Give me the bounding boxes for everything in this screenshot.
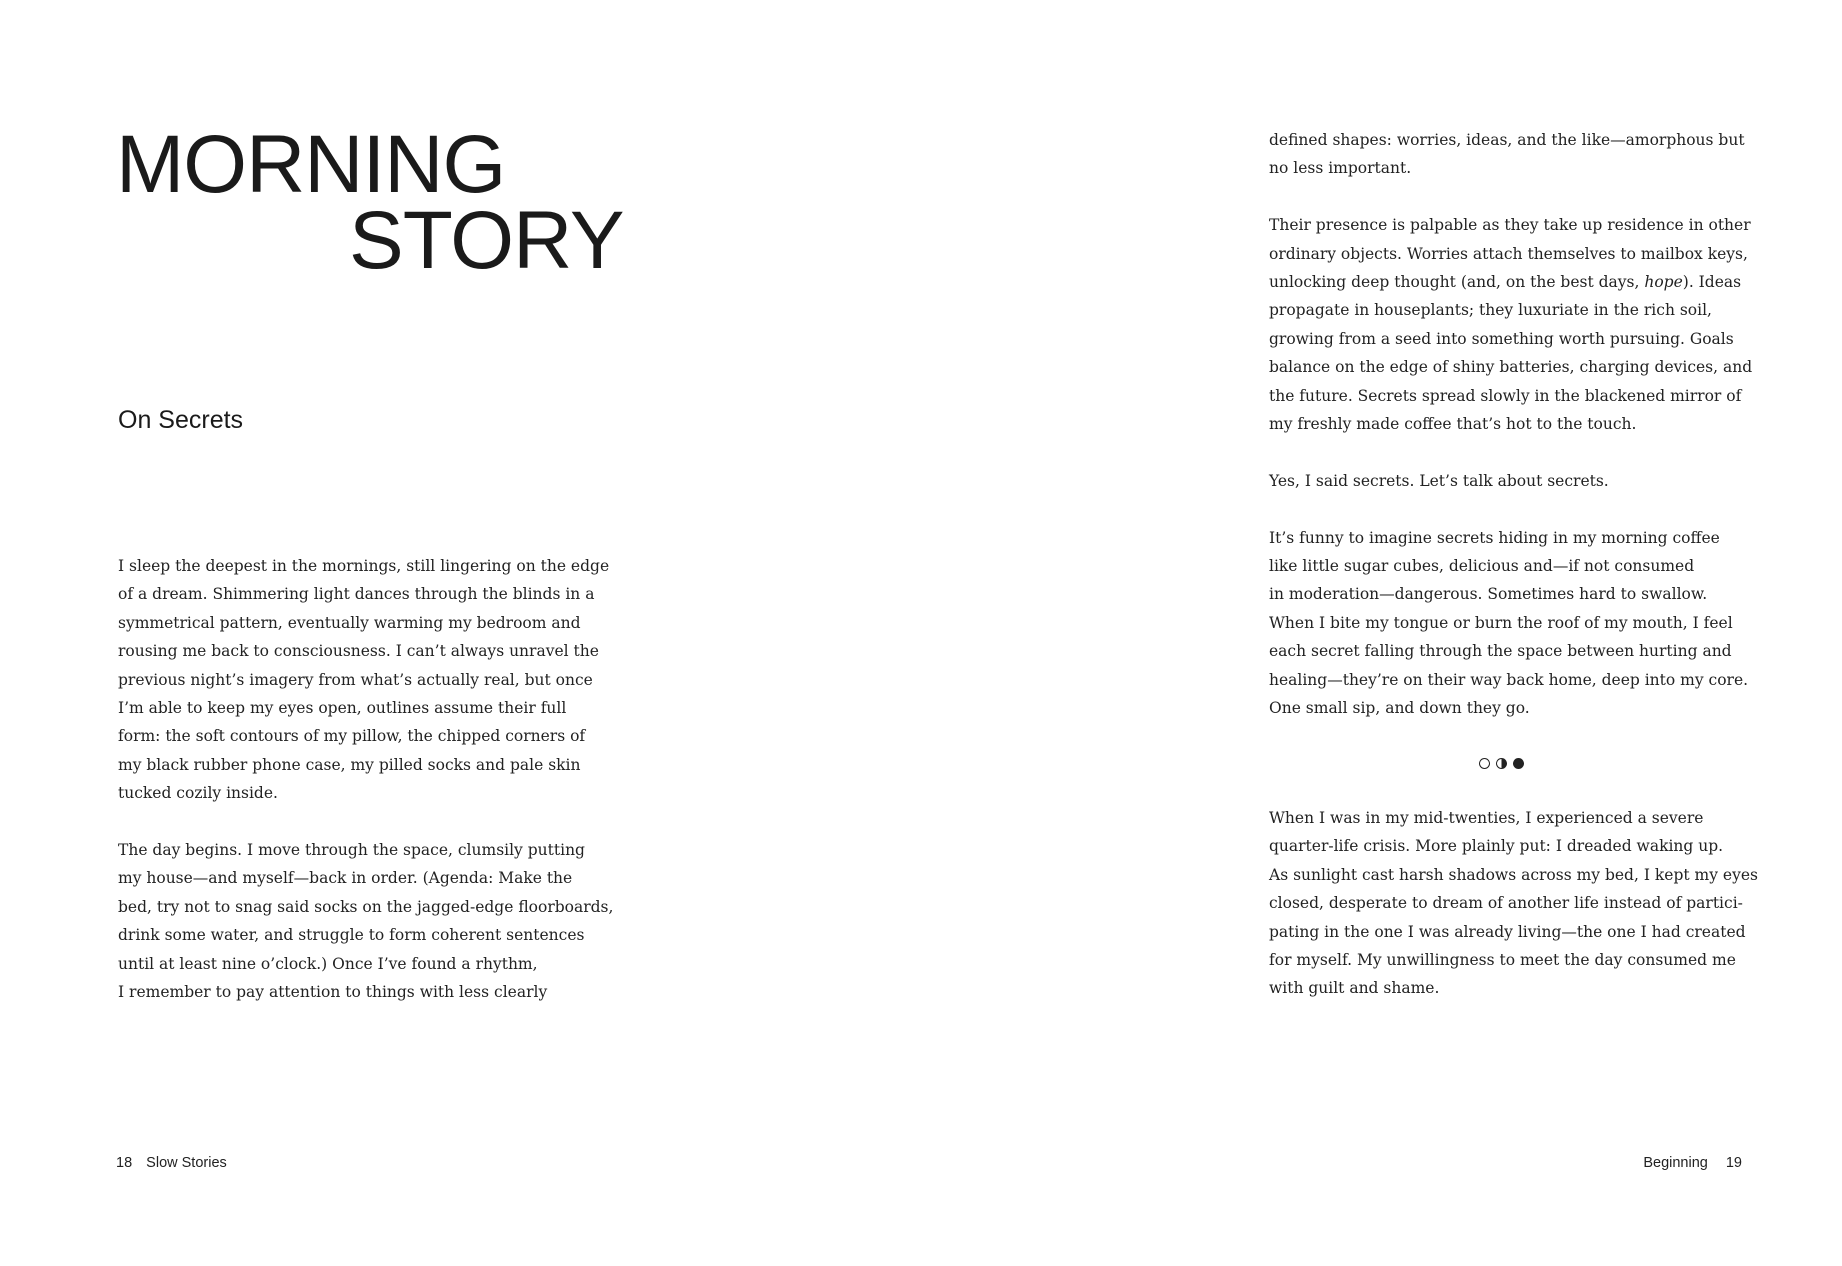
right-body-text-top <box>1269 126 1769 722</box>
paragraph <box>1269 524 1769 723</box>
text-line: I’m able to keep my eyes open, outlines assume their full <box>118 699 567 718</box>
text-line: propagate in houseplants; they luxuriate in the rich soil, <box>1269 301 1712 320</box>
text-line: symmetrical pattern, eventually warming my bedroom and <box>118 613 581 632</box>
text-line: One small sip, and down they go. <box>1269 699 1530 718</box>
text-line: tucked cozily inside. <box>118 784 278 803</box>
text-line: until at least nine o’clock.) Once I’ve found a rhythm, <box>118 954 538 973</box>
text-line: When I bite my tongue or burn the roof of my mouth, I feel <box>1269 613 1733 632</box>
text-line: balance on the edge of shiny batteries, charging devices, and <box>1269 358 1753 377</box>
text-line: like little sugar cubes, delicious and—if not consumed <box>1269 557 1695 576</box>
text-line: my freshly made coffee that’s hot to the touch. <box>1269 415 1637 434</box>
text-line: rousing me back to consciousness. I can’t always unravel the <box>118 642 599 661</box>
right-footer <box>1643 1155 1742 1171</box>
text-line: closed, desperate to dream of another life instead of partici- <box>1269 894 1743 913</box>
running-head: Slow Stories <box>146 1155 227 1171</box>
text-line: Yes, I said secrets. Let’s talk about secrets. <box>1269 471 1609 490</box>
text-line: previous night’s imagery from what’s actually real, but once <box>118 670 593 689</box>
text-line: with guilt and shame. <box>1269 979 1440 998</box>
left-body-text <box>118 552 618 1006</box>
text-line: It’s funny to imagine secrets hiding in my morning coffee <box>1269 528 1720 547</box>
text-line: the future. Secrets spread slowly in the blackened mirror of <box>1269 386 1742 405</box>
text-line: quarter-life crisis. More plainly put: I dreaded waking up. <box>1269 837 1724 856</box>
text-line: bed, try not to snag said socks on the jagged-edge floorboards, <box>118 897 614 916</box>
text-line: ordinary objects. Worries attach themselves to mailbox keys, <box>1269 244 1748 263</box>
paragraph <box>1269 211 1769 438</box>
paragraph <box>1269 467 1769 495</box>
text-line: my house—and myself—back in order. (Agenda: Make the <box>118 869 573 888</box>
text-line: of a dream. Shimmering light dances through the blinds in a <box>118 585 595 604</box>
title-line-story: STORY <box>349 195 624 286</box>
half-moon-icon <box>1496 758 1507 769</box>
page-number: 19 <box>1725 1155 1742 1171</box>
text-line: form: the soft contours of my pillow, the chipped corners of <box>118 727 586 746</box>
text-line: I sleep the deepest in the mornings, still lingering on the edge <box>118 557 610 575</box>
section-subtitle: On Secrets <box>118 406 244 434</box>
text-line-with-italic <box>1269 268 1769 296</box>
italic-word: hope <box>1644 273 1683 292</box>
section-break-ornament <box>1479 756 1533 770</box>
empty-moon-icon <box>1479 758 1490 769</box>
text-line: Their presence is palpable as they take up residence in other <box>1269 216 1751 235</box>
page-number: 18 <box>116 1155 133 1171</box>
text-line: I remember to pay attention to things with less clearly <box>118 983 548 1002</box>
title-line-morning: MORNING <box>116 119 506 210</box>
text-line: pating in the one I was already living—the one I had created <box>1269 922 1746 941</box>
paragraph <box>118 552 618 808</box>
full-moon-icon <box>1513 758 1524 769</box>
text-line: no less important. <box>1269 159 1412 178</box>
running-head: Beginning <box>1643 1155 1708 1171</box>
text-line: As sunlight cast harsh shadows across my bed, I kept my eyes <box>1269 865 1758 884</box>
text-line: growing from a seed into something worth pursuing. Goals <box>1269 329 1734 348</box>
right-body-text-bottom <box>1269 804 1769 1003</box>
text-line: The day begins. I move through the space, clumsily putting <box>118 841 585 860</box>
text-line: defined shapes: worries, ideas, and the like—amorphous but <box>1269 131 1745 149</box>
text-line: in moderation—dangerous. Sometimes hard to swallow. <box>1269 585 1708 604</box>
text-line: healing—they’re on their way back home, deep into my core. <box>1269 670 1749 689</box>
paragraph <box>118 836 618 1006</box>
text-line: my black rubber phone case, my pilled socks and pale skin <box>118 755 581 774</box>
text-line: each secret falling through the space between hurting and <box>1269 642 1732 661</box>
left-footer <box>116 1155 227 1171</box>
text-segment: unlocking deep thought (and, on the best days, <box>1269 273 1645 292</box>
paragraph <box>1269 126 1769 183</box>
paragraph <box>1269 804 1769 1003</box>
text-line: When I was in my mid-twenties, I experienced a severe <box>1269 809 1704 827</box>
text-segment: ). Ideas <box>1682 273 1742 292</box>
text-line: for myself. My unwillingness to meet the day consumed me <box>1269 951 1736 970</box>
text-line: drink some water, and struggle to form coherent sentences <box>118 926 585 945</box>
